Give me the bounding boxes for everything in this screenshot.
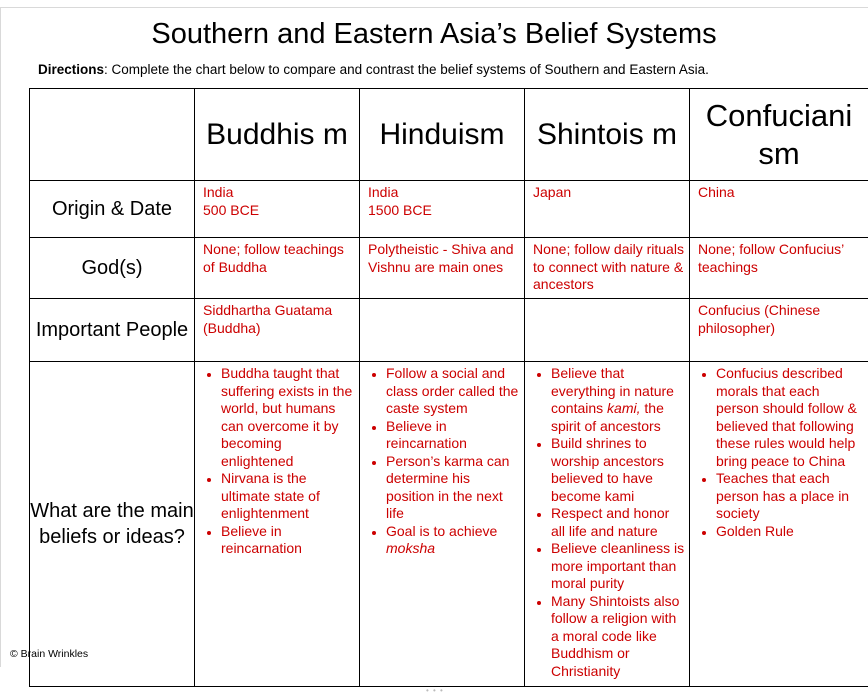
list-item: • Confucius described morals that each person should follow & believed that following these rules would help bring peace to China [716, 365, 864, 470]
column-header-buddhism: Buddhis m [195, 89, 360, 181]
list-item: • Believe that everything in nature contains kami, the spirit of ancestors [551, 365, 685, 435]
row-header-people: Important People [30, 299, 195, 362]
cell-origin-shintoism [525, 181, 690, 238]
origin-date: 500 BCE [203, 202, 355, 220]
cell-origin-confucianism [690, 181, 868, 238]
frame-left-border [0, 7, 1, 667]
cell-beliefs-buddhism [195, 362, 360, 687]
origin-place: Japan [533, 184, 685, 202]
row-header-gods: God(s) [30, 238, 195, 299]
page-title: Southern and Eastern Asia’s Belief Systems [0, 16, 868, 52]
beliefs-list [698, 365, 864, 540]
list-item: • Follow a social and class order called the caste system [386, 365, 520, 418]
table-row-beliefs [30, 362, 868, 687]
cell-people-buddhism: Siddhartha Guatama (Buddha) [195, 299, 360, 362]
beliefs-list [533, 365, 685, 680]
cell-origin-buddhism [195, 181, 360, 238]
list-item: • Teaches that each person has a place in society [716, 470, 864, 523]
table-row-people [30, 299, 868, 362]
comparison-table [29, 88, 868, 687]
list-item: • Goal is to achieve moksha [386, 523, 520, 558]
table-row-gods [30, 238, 868, 299]
origin-date: 1500 BCE [368, 202, 520, 220]
origin-place: India [368, 184, 520, 202]
directions [38, 61, 709, 79]
header-empty-cell [30, 89, 195, 181]
cell-gods-hinduism: Polytheistic - Shiva and Vishnu are main ones [360, 238, 525, 299]
list-item: • Believe in reincarnation [221, 523, 355, 558]
column-header-confucianism: Confuciani sm [690, 89, 868, 181]
row-header-origin: Origin & Date [30, 181, 195, 238]
header-row [30, 89, 868, 181]
cell-beliefs-confucianism [690, 362, 868, 687]
cell-gods-buddhism: None; follow teachings of Buddha [195, 238, 360, 299]
list-item: • Buddha taught that suffering exists in the world, but humans can overcome it by becoming enlightened [221, 365, 355, 470]
page-scroll-indicator: • • • [426, 686, 444, 695]
cell-gods-shintoism: None; follow daily rituals to connect with nature & ancestors [525, 238, 690, 299]
origin-place: India [203, 184, 355, 202]
beliefs-list [368, 365, 520, 558]
list-item: • Believe in reincarnation [386, 418, 520, 453]
list-item: • Build shrines to worship ancestors believed to have become kami [551, 435, 685, 505]
cell-beliefs-shintoism [525, 362, 690, 687]
cell-people-shintoism [525, 299, 690, 362]
column-header-hinduism: Hinduism [360, 89, 525, 181]
cell-gods-confucianism: None; follow Confucius’ teachings [690, 238, 868, 299]
list-item: • Nirvana is the ultimate state of enlightenment [221, 470, 355, 523]
cell-people-hinduism [360, 299, 525, 362]
list-item: • Believe cleanliness is more important than moral purity [551, 540, 685, 593]
copyright-notice: © Brain Wrinkles [10, 648, 88, 660]
beliefs-list [203, 365, 355, 558]
directions-text: : Complete the chart below to compare and contrast the belief systems of Southern and Eastern Asia. [104, 62, 709, 77]
column-header-shintoism: Shintois m [525, 89, 690, 181]
directions-label: Directions [38, 62, 104, 77]
cell-origin-hinduism [360, 181, 525, 238]
frame-top-border [0, 7, 868, 8]
cell-beliefs-hinduism [360, 362, 525, 687]
origin-place: China [698, 184, 864, 202]
list-item: • Person’s karma can determine his position in the next life [386, 453, 520, 523]
cell-people-confucianism: Confucius (Chinese philosopher) [690, 299, 868, 362]
list-item: • Many Shintoists also follow a religion with a moral code like Buddhism or Christianity [551, 593, 685, 681]
list-item: • Golden Rule [716, 523, 864, 541]
list-item: • Respect and honor all life and nature [551, 505, 685, 540]
row-header-beliefs: What are the main beliefs or ideas? [30, 362, 195, 687]
table-row-origin [30, 181, 868, 238]
